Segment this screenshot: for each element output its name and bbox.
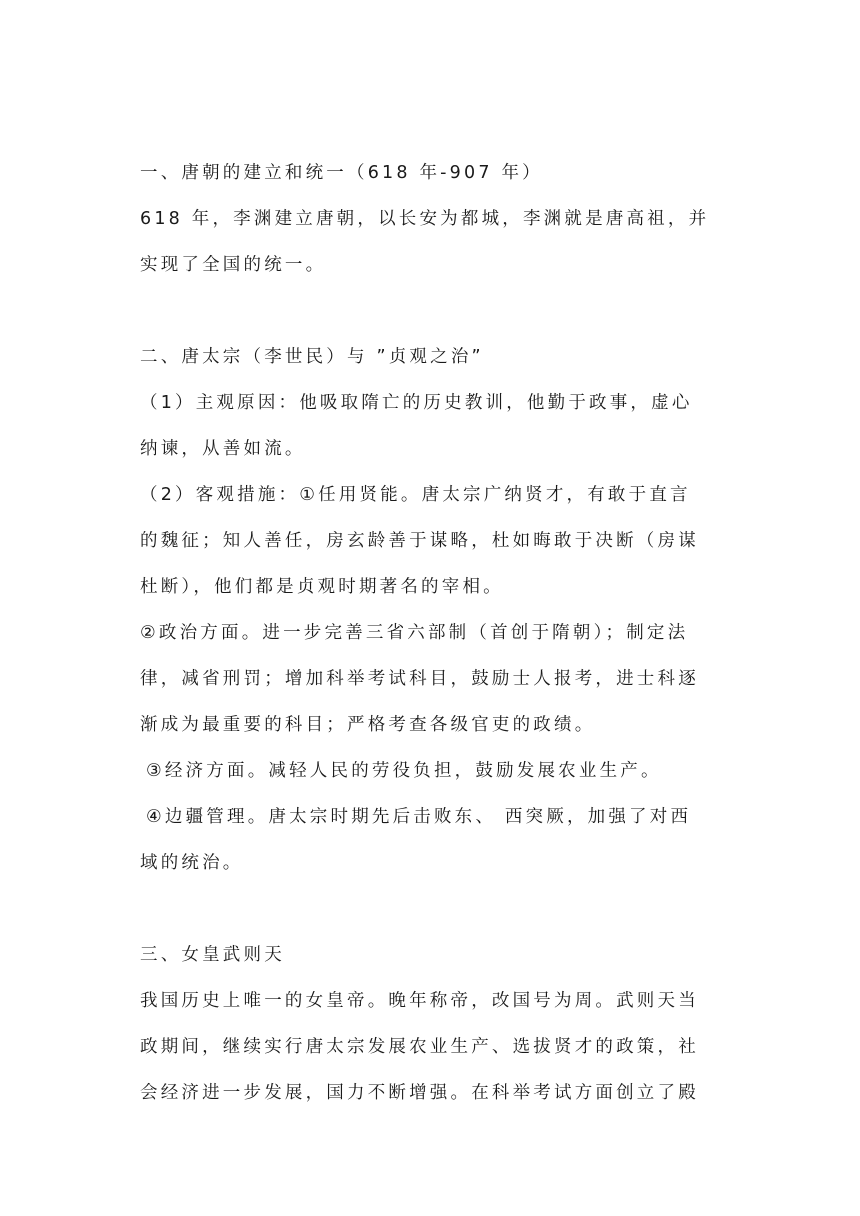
paragraph-line: 我国历史上唯一的女皇帝。晚年称帝，改国号为周。武则天当 xyxy=(140,991,699,1011)
paragraph-line: 律，减省刑罚；增加科举考试科目，鼓励士人报考，进士科逐 xyxy=(140,669,699,689)
paragraph-line: ③经济方面。减轻人民的劳役负担，鼓励发展农业生产。 xyxy=(146,761,662,781)
section-1-heading: 一、唐朝的建立和统一（618 年-907 年） xyxy=(140,163,543,183)
blank-line xyxy=(140,294,730,340)
paragraph-line: 纳谏，从善如流。 xyxy=(140,439,306,459)
paragraph-line: 杜断），他们都是贞观时期著名的宰相。 xyxy=(140,577,504,597)
paragraph-line: 政期间，继续实行唐太宗发展农业生产、选拔贤才的政策，社 xyxy=(140,1037,699,1057)
document-body xyxy=(140,156,730,1122)
paragraph-line: 域的统治。 xyxy=(140,853,244,873)
section-2-heading: 二、唐太宗（李世民）与 ”贞观之治” xyxy=(140,347,484,367)
blank-line xyxy=(140,892,730,938)
paragraph-line: 会经济进一步发展，国力不断增强。在科举考试方面创立了殿 xyxy=(140,1083,699,1103)
paragraph-line: （1）主观原因：他吸取隋亡的历史教训，他勤于政事，虚心 xyxy=(140,393,693,413)
section-3-heading: 三、女皇武则天 xyxy=(140,945,285,965)
paragraph-line: 渐成为最重要的科目；严格考查各级官吏的政绩。 xyxy=(140,715,596,735)
paragraph-line: 实现了全国的统一。 xyxy=(140,255,327,275)
paragraph-line: 的魏征；知人善任，房玄龄善于谋略，杜如晦敢于决断（房谋 xyxy=(140,531,699,551)
paragraph-line: ④边疆管理。唐太宗时期先后击败东、 西突厥，加强了对西 xyxy=(146,807,692,827)
paragraph-line: 618 年，李渊建立唐朝，以长安为都城，李渊就是唐高祖，并 xyxy=(140,209,710,229)
paragraph-line: （2）客观措施：①任用贤能。唐太宗广纳贤才，有敢于直言 xyxy=(140,485,691,505)
paragraph-line: ②政治方面。进一步完善三省六部制（首创于隋朝）；制定法 xyxy=(140,623,689,643)
